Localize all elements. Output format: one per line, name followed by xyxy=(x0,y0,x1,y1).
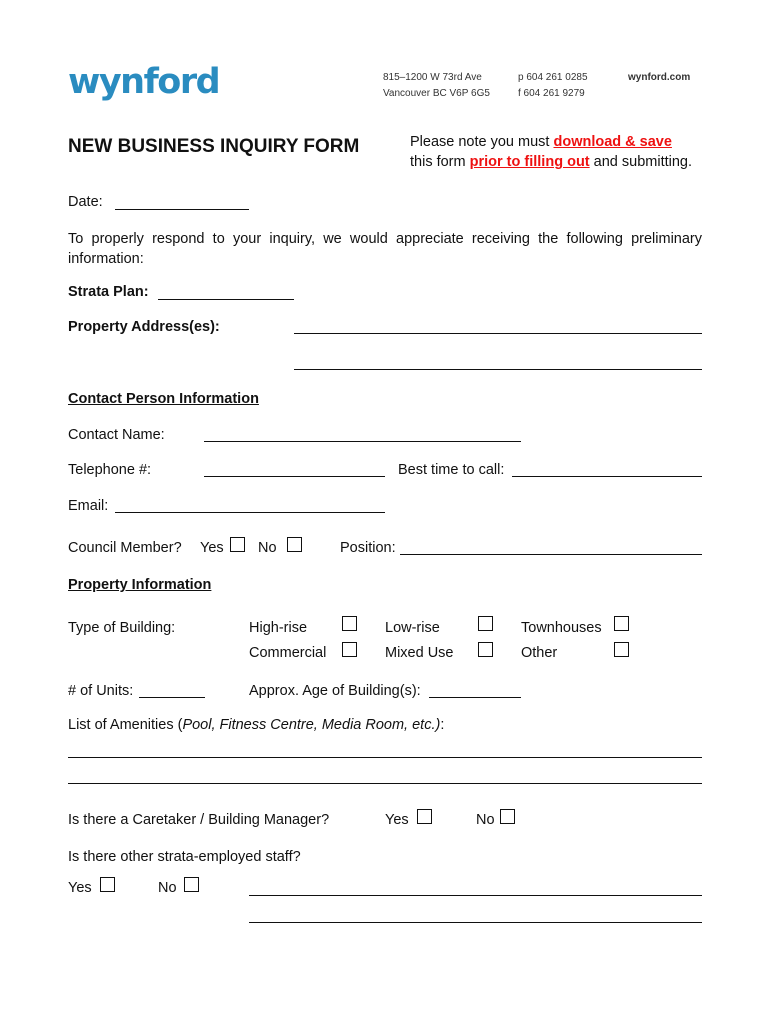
staff-yes-checkbox[interactable] xyxy=(100,877,115,892)
contact-name-label: Contact Name: xyxy=(68,427,165,443)
date-label: Date: xyxy=(68,194,103,210)
contact-section-heading: Contact Person Information xyxy=(68,391,259,407)
units-field[interactable] xyxy=(139,697,205,698)
staff-details-field-2[interactable] xyxy=(249,922,702,923)
council-yes-checkbox[interactable] xyxy=(230,537,245,552)
type-highrise-checkbox[interactable] xyxy=(342,616,357,631)
position-label: Position: xyxy=(340,540,396,556)
units-label: # of Units: xyxy=(68,683,134,699)
caretaker-no-checkbox[interactable] xyxy=(500,809,515,824)
wynford-logo: wynford xyxy=(68,62,220,102)
amenities-examples: Pool, Fitness Centre, Media Room, etc.) xyxy=(182,717,441,733)
amenities-label xyxy=(68,717,444,733)
property-address-field-1[interactable] xyxy=(294,333,702,334)
type-commercial-checkbox[interactable] xyxy=(342,642,357,657)
type-lowrise-label: Low-rise xyxy=(385,620,440,636)
best-time-field[interactable] xyxy=(512,476,702,477)
note-suffix: and submitting. xyxy=(589,154,693,170)
caretaker-no-label: No xyxy=(476,812,495,828)
caretaker-yes-label: Yes xyxy=(385,812,409,828)
staff-no-checkbox[interactable] xyxy=(184,877,199,892)
company-address xyxy=(383,70,490,102)
amenities-prefix: List of Amenities ( xyxy=(68,717,183,733)
staff-details-field-1[interactable] xyxy=(249,895,702,896)
address-line1: 815–1200 W 73rd Ave xyxy=(383,72,482,83)
type-commercial-label: Commercial xyxy=(249,645,327,661)
council-no-label: No xyxy=(258,540,277,556)
note-prior-filling: prior to filling out xyxy=(469,154,590,170)
intro-text: To properly respond to your inquiry, we would appreciate receiving the following preliminary information: xyxy=(68,231,702,267)
strata-plan-label: Strata Plan: xyxy=(68,284,149,300)
property-section-heading: Property Information xyxy=(68,577,212,593)
company-website: wynford.com xyxy=(628,72,691,83)
fax-number: f 604 261 9279 xyxy=(518,88,585,99)
telephone-field[interactable] xyxy=(204,476,385,477)
amenities-suffix: : xyxy=(440,717,445,733)
staff-question: Is there other strata-employed staff? xyxy=(68,849,301,865)
type-other-label: Other xyxy=(521,645,558,661)
staff-no-label: No xyxy=(158,880,177,896)
position-field[interactable] xyxy=(400,554,702,555)
type-other-checkbox[interactable] xyxy=(614,642,629,657)
council-yes-label: Yes xyxy=(200,540,224,556)
note-prefix: Please note you must xyxy=(410,134,554,150)
date-field[interactable] xyxy=(115,209,249,210)
amenities-field-1[interactable] xyxy=(68,757,702,758)
property-address-label: Property Address(es): xyxy=(68,319,220,335)
staff-yes-label: Yes xyxy=(68,880,92,896)
note-download-save: download & save xyxy=(553,134,672,150)
council-no-checkbox[interactable] xyxy=(287,537,302,552)
amenities-field-2[interactable] xyxy=(68,783,702,784)
type-highrise-label: High-rise xyxy=(249,620,308,636)
type-townhouses-checkbox[interactable] xyxy=(614,616,629,631)
building-age-field[interactable] xyxy=(429,697,521,698)
address-line2: Vancouver BC V6P 6G5 xyxy=(383,88,490,99)
property-address-field-2[interactable] xyxy=(294,369,702,370)
type-townhouses-label: Townhouses xyxy=(521,620,602,636)
form-title: NEW BUSINESS INQUIRY FORM xyxy=(68,136,360,157)
telephone-label: Telephone #: xyxy=(68,462,152,478)
type-lowrise-checkbox[interactable] xyxy=(478,616,493,631)
email-label: Email: xyxy=(68,498,109,514)
email-field[interactable] xyxy=(115,512,385,513)
company-contact xyxy=(518,70,588,102)
caretaker-question: Is there a Caretaker / Building Manager? xyxy=(68,812,330,828)
council-member-label: Council Member? xyxy=(68,540,182,556)
type-mixeduse-label: Mixed Use xyxy=(385,645,454,661)
phone-number: p 604 261 0285 xyxy=(518,72,588,83)
note-line2-prefix: this form xyxy=(410,154,470,170)
strata-plan-field[interactable] xyxy=(158,299,294,300)
best-time-label: Best time to call: xyxy=(398,462,505,478)
contact-name-field[interactable] xyxy=(204,441,521,442)
building-type-label: Type of Building: xyxy=(68,620,176,636)
download-note xyxy=(410,132,692,172)
caretaker-yes-checkbox[interactable] xyxy=(417,809,432,824)
type-mixeduse-checkbox[interactable] xyxy=(478,642,493,657)
building-age-label: Approx. Age of Building(s): xyxy=(249,683,421,699)
